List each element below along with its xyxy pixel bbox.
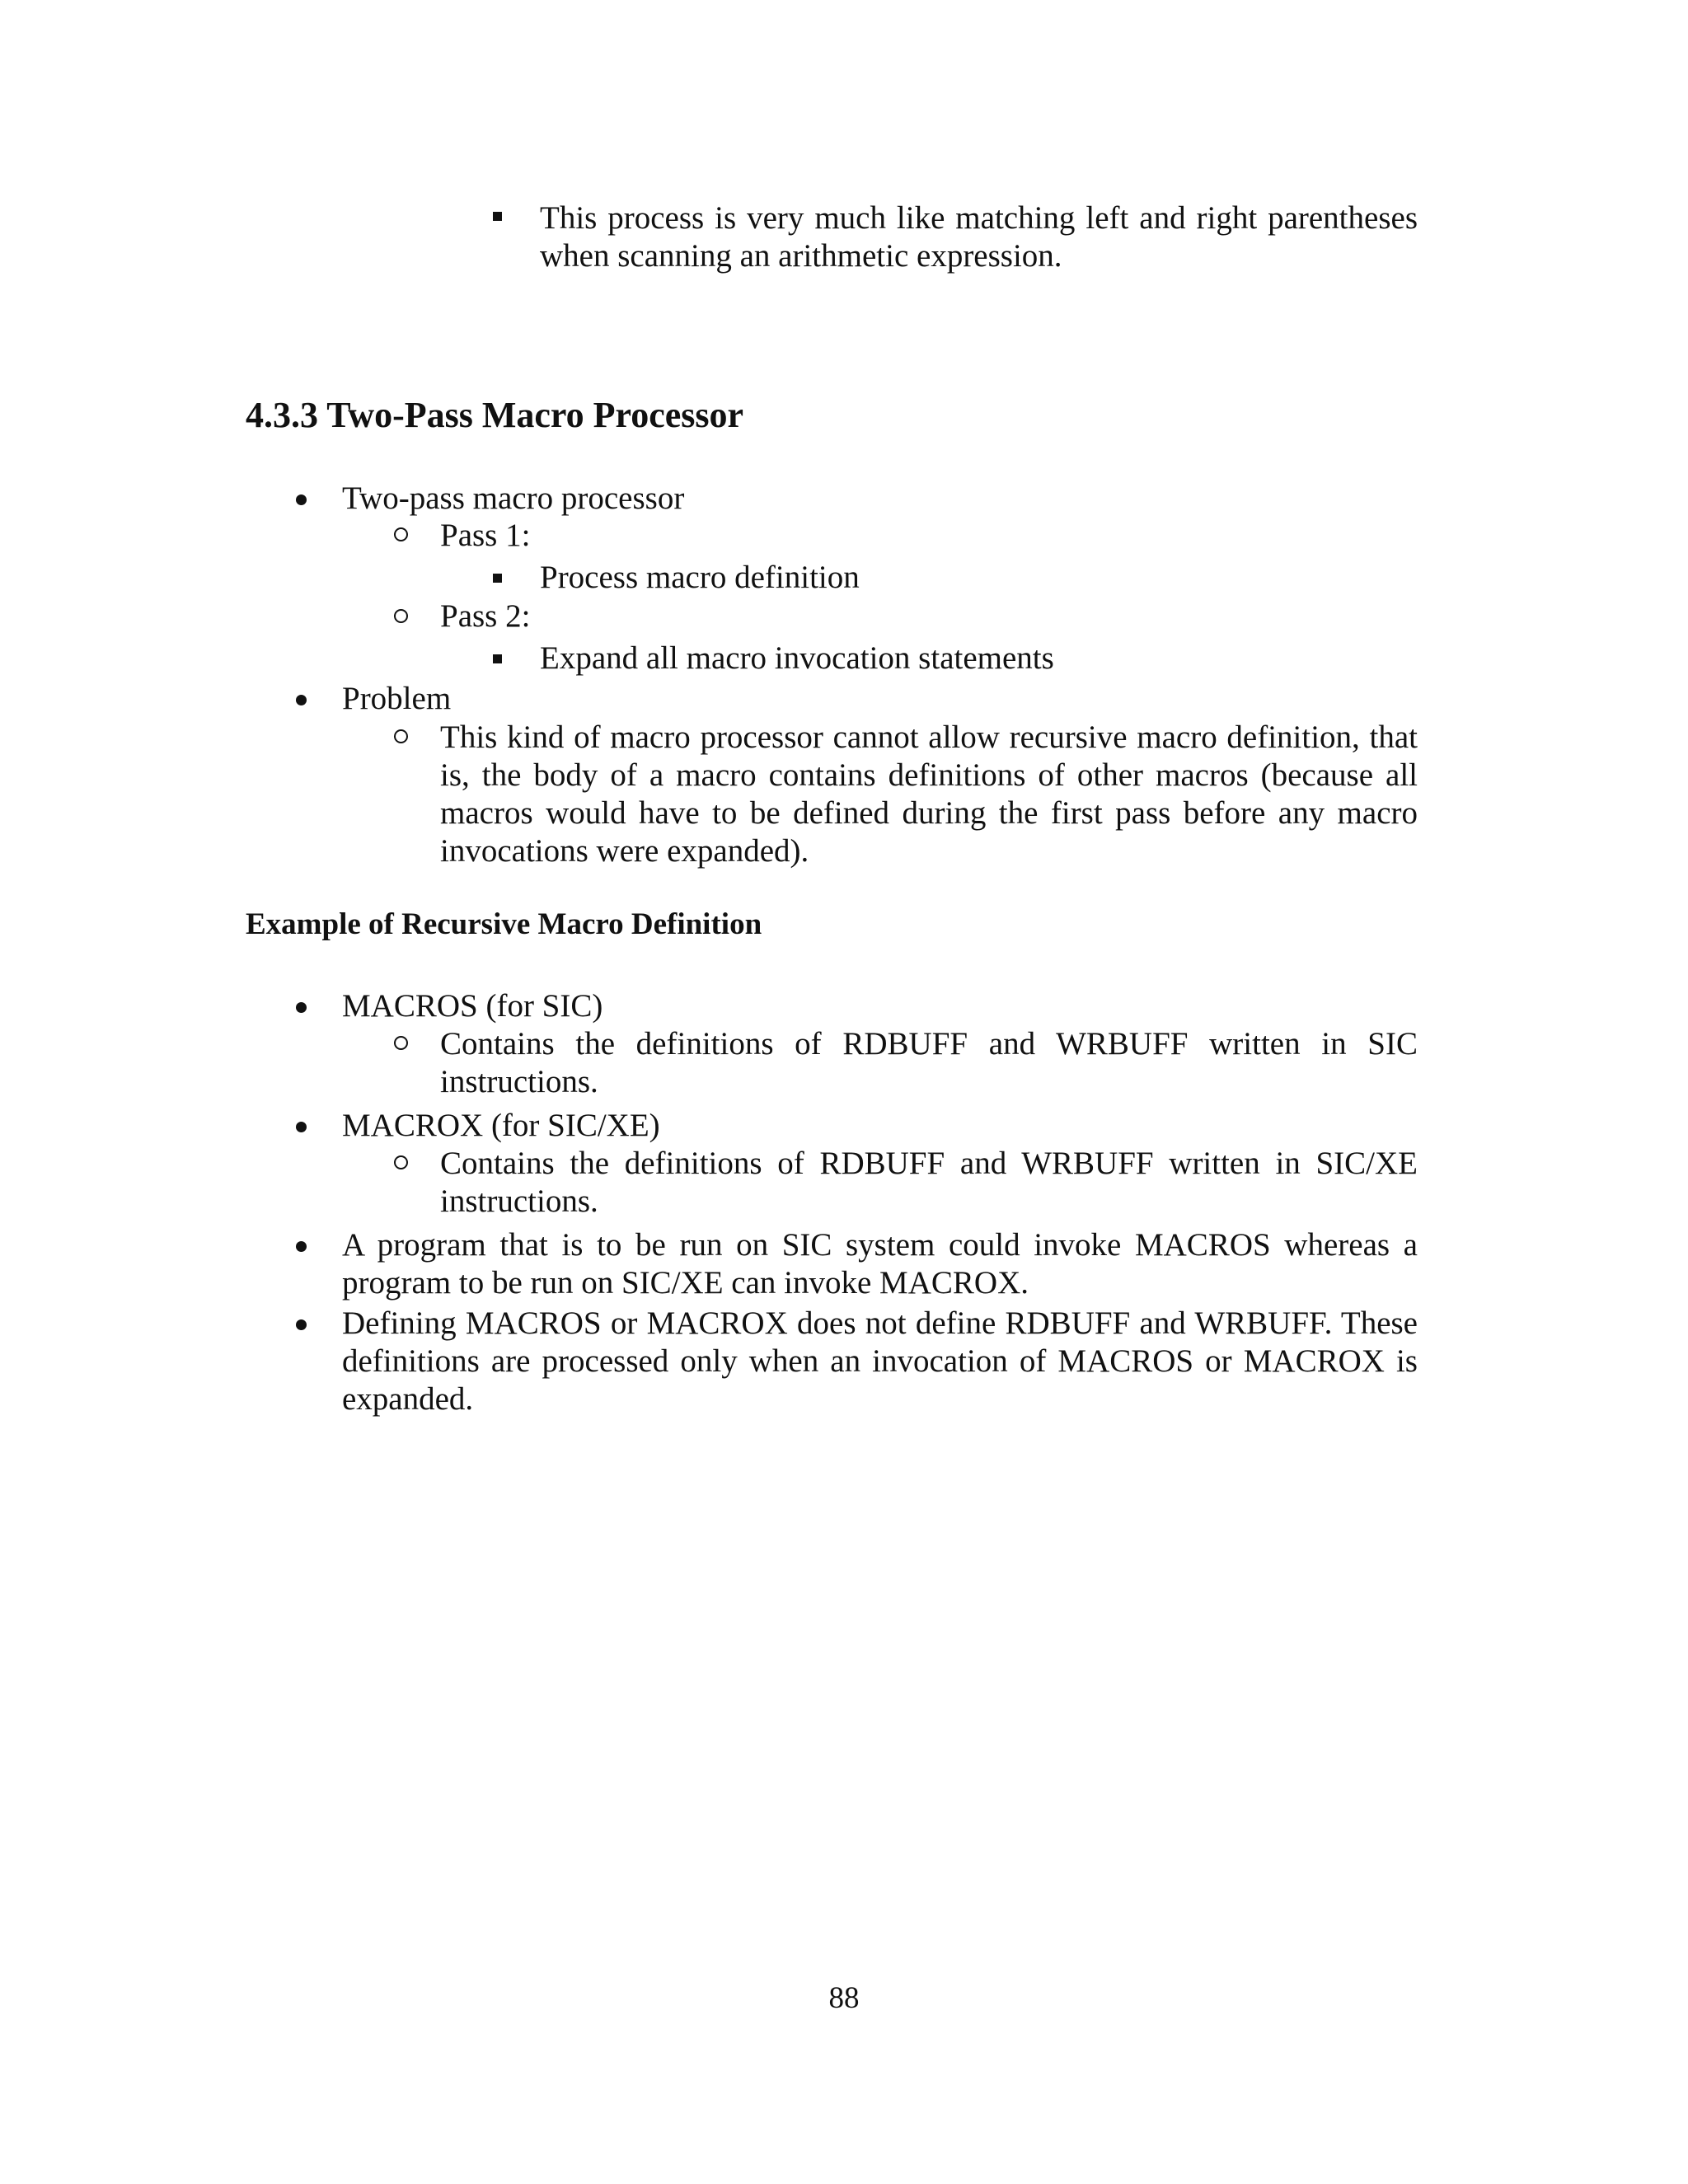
circle-bullet-icon <box>394 729 408 743</box>
circle-bullet-icon <box>394 1036 408 1050</box>
list-item-text: Pass 1: <box>440 518 531 553</box>
list-item-text: Problem <box>342 681 452 716</box>
bullet-icon <box>296 1002 307 1013</box>
list-item-text: This process is very much like matching left and right parentheses when scanning an arithmetic expression. <box>540 200 1418 274</box>
list-item-text: Defining MACROS or MACROX does not define RDBUFF and WRBUFF. These definitions are processed only when an invocation of MACROS or MACROX is expanded. <box>342 1305 1418 1417</box>
bullet-icon <box>296 1319 307 1330</box>
list-item-text: Two-pass macro processor <box>342 480 685 516</box>
subheading: Example of Recursive Macro Definition <box>246 907 762 941</box>
list-item-text: MACROX (for SIC/XE) <box>342 1108 660 1143</box>
list-item-text: Expand all macro invocation statements <box>540 640 1054 676</box>
circle-bullet-icon <box>394 609 408 623</box>
page-number: 88 <box>828 1981 860 2015</box>
circle-bullet-icon <box>394 527 408 541</box>
bullet-icon <box>296 494 307 505</box>
bullet-icon <box>296 1122 307 1132</box>
list-item-text: MACROS (for SIC) <box>342 988 603 1024</box>
square-bullet-icon <box>493 574 502 583</box>
list-item-text: This kind of macro processor cannot allow recursive macro definition, that is, the body of a macro contains definitions of other macros (because all macros would have to be defined during the first pass before any macro invocations were expanded). <box>440 719 1418 869</box>
list-item-text: A program that is to be run on SIC system could invoke MACROS whereas a program to be run on SIC/XE can invoke MACROX. <box>342 1227 1418 1301</box>
list-item-text: Process macro definition <box>540 560 860 595</box>
square-bullet-icon <box>493 212 502 221</box>
circle-bullet-icon <box>394 1155 408 1169</box>
list-item-text: Contains the definitions of RDBUFF and WRBUFF written in SIC/XE instructions. <box>440 1146 1418 1219</box>
bullet-icon <box>296 695 307 705</box>
bullet-icon <box>296 1241 307 1252</box>
list-item-text: Pass 2: <box>440 598 531 634</box>
section-title: 4.3.3 Two-Pass Macro Processor <box>246 395 744 435</box>
square-bullet-icon <box>493 654 502 663</box>
list-item-text: Contains the definitions of RDBUFF and WRBUFF written in SIC instructions. <box>440 1026 1418 1099</box>
